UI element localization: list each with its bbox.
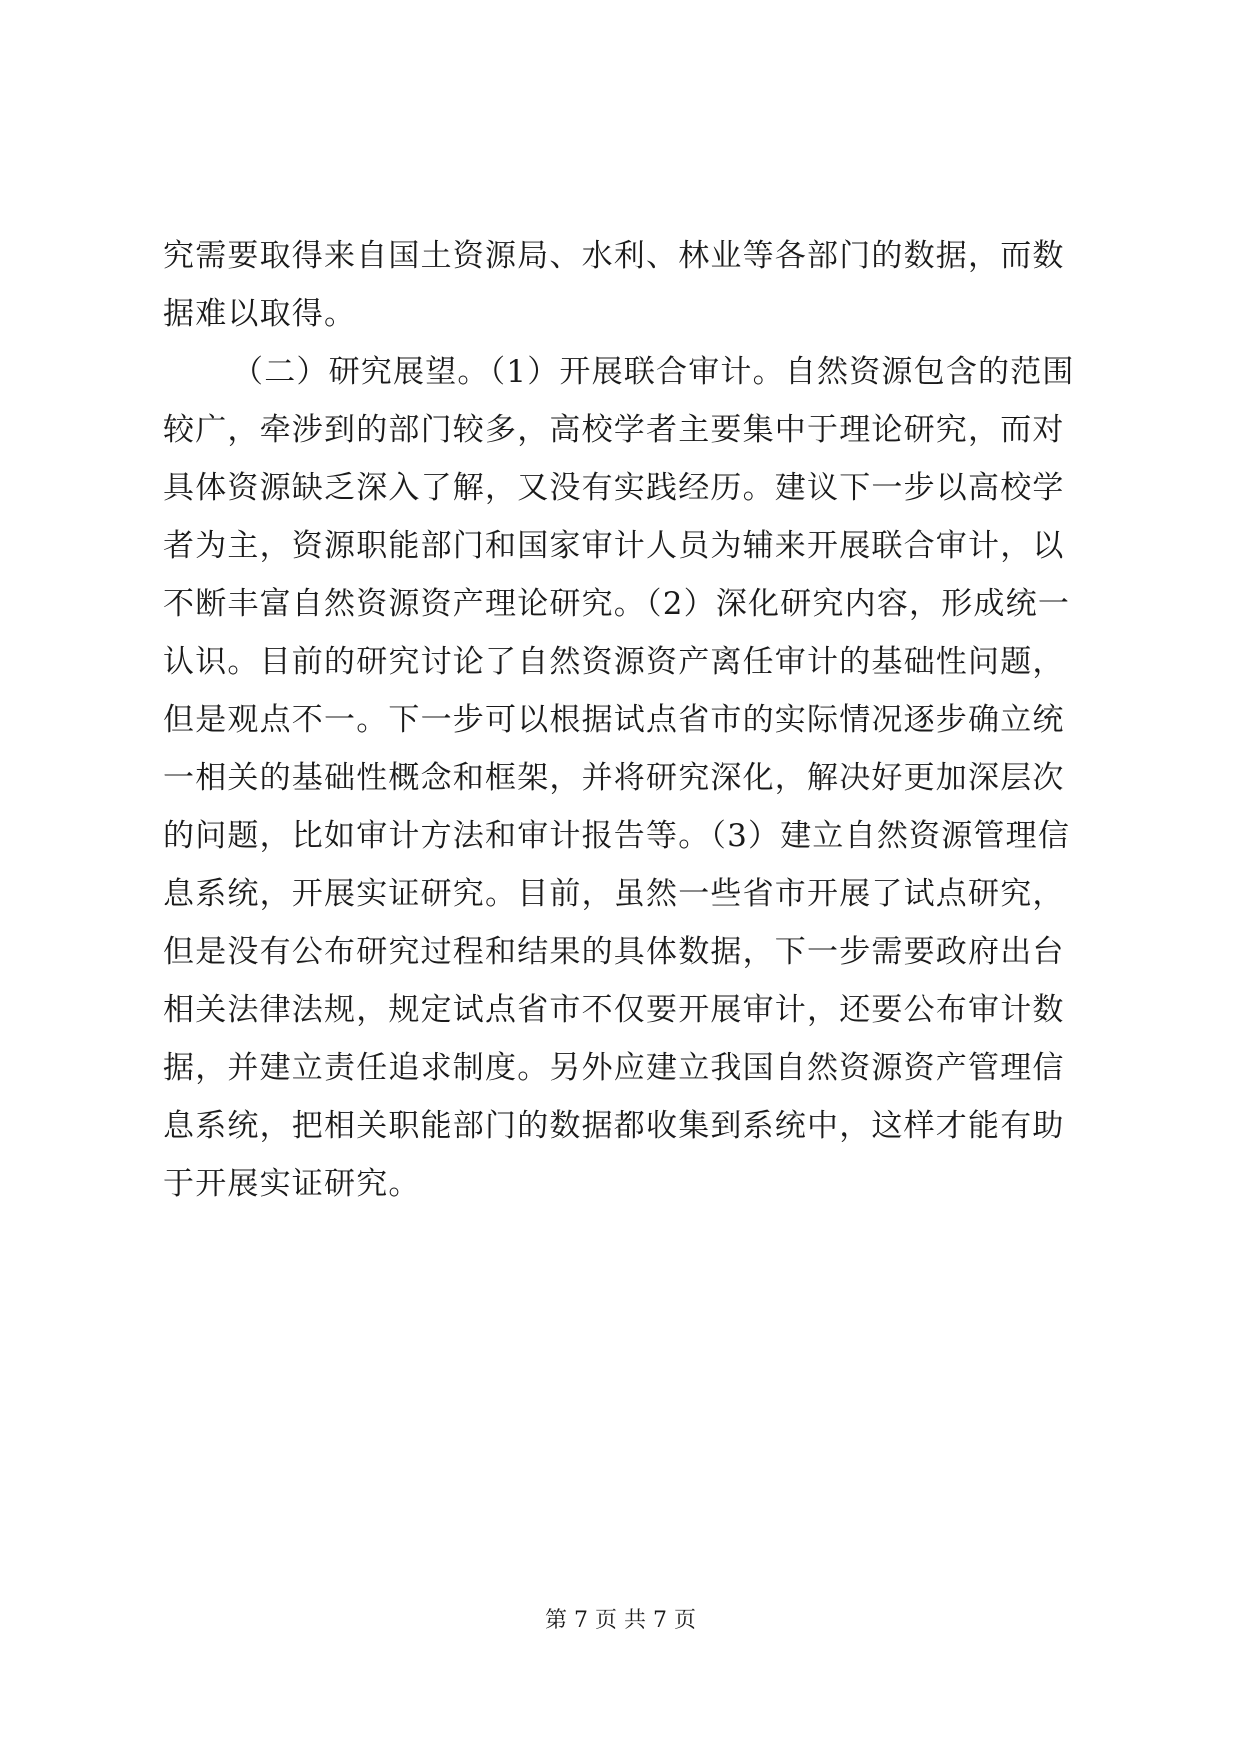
paragraph-line: 但是观点不一。下一步可以根据试点省市的实际情况逐步确立统	[163, 702, 1065, 738]
paragraph-line: 者为主，资源职能部门和国家审计人员为辅来开展联合审计，以	[163, 528, 1065, 564]
page-number-footer: 第 7 页 共 7 页	[545, 1608, 696, 1633]
paragraph-line: 的问题，比如审计方法和审计报告等。（3）建立自然资源管理信	[163, 818, 1071, 854]
paragraph-line: 一相关的基础性概念和框架，并将研究深化，解决好更加深层次	[163, 760, 1065, 796]
paragraph-line: 不断丰富自然资源资产理论研究。（2）深化研究内容，形成统一	[163, 586, 1071, 622]
paragraph-line: 息系统，开展实证研究。目前，虽然一些省市开展了试点研究，	[163, 876, 1065, 912]
paragraph-line: 于开展实证研究。	[163, 1166, 421, 1202]
paragraph-line: 但是没有公布研究过程和结果的具体数据，下一步需要政府出台	[163, 934, 1065, 970]
paragraph-line: 认识。目前的研究讨论了自然资源资产离任审计的基础性问题，	[163, 644, 1065, 680]
paragraph-line: 具体资源缺乏深入了解，又没有实践经历。建议下一步以高校学	[163, 470, 1065, 506]
paragraph-line: 据难以取得。	[163, 296, 357, 332]
paragraph-line: 究需要取得来自国土资源局、水利、林业等各部门的数据，而数	[163, 238, 1065, 274]
paragraph-line: 据，并建立责任追求制度。另外应建立我国自然资源资产管理信	[163, 1050, 1065, 1086]
paragraph-line: 较广，牵涉到的部门较多，高校学者主要集中于理论研究，而对	[163, 412, 1065, 448]
paragraph-line: 相关法律法规，规定试点省市不仅要开展审计，还要公布审计数	[163, 992, 1065, 1028]
paragraph-line: （二）研究展望。（1）开展联合审计。自然资源包含的范围	[232, 354, 1075, 390]
paragraph-line: 息系统，把相关职能部门的数据都收集到系统中，这样才能有助	[163, 1108, 1065, 1144]
